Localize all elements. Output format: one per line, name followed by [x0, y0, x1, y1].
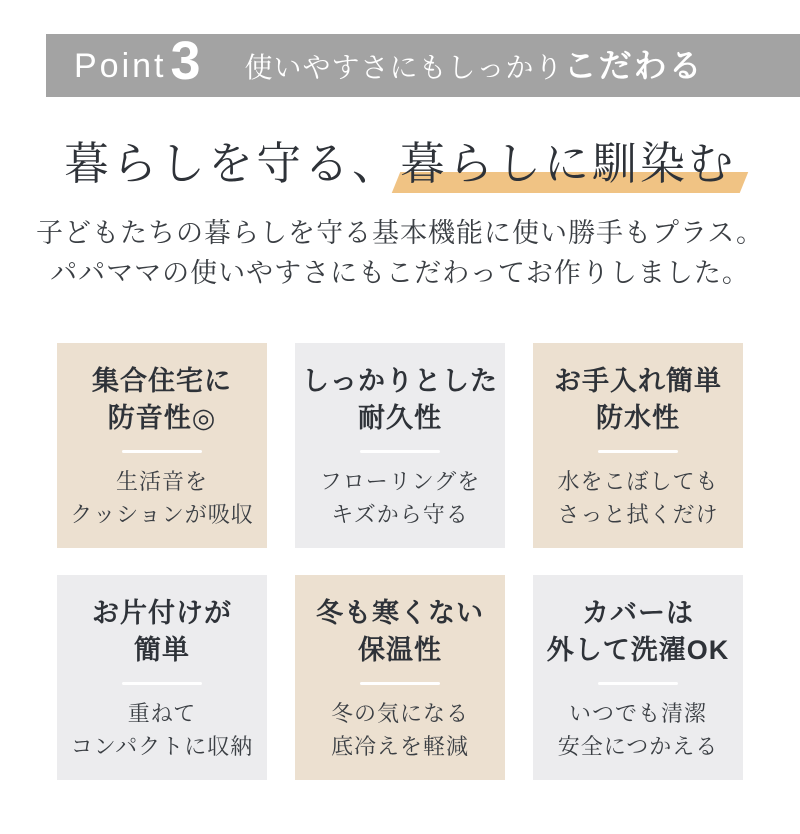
feature-title: 冬も寒くない 保温性	[316, 598, 484, 666]
feature-title: カバーは 外して洗濯OK	[546, 598, 730, 666]
hero-description	[0, 213, 800, 293]
feature-title: 集合住宅に 防音性◎	[92, 366, 232, 434]
feature-card-easy-storage	[57, 575, 267, 780]
header-subtitle-emphasis: こだわる	[563, 47, 704, 84]
hero-title-highlighted: 暮らしに馴染む	[400, 139, 737, 189]
feature-grid	[57, 343, 743, 780]
feature-title: お手入れ簡単 防水性	[554, 366, 722, 434]
hero-description-line2: パパママの使いやすさにもこだわってお作りしました。	[50, 257, 750, 288]
hero-title-plain: 暮らしを守る、	[63, 139, 400, 189]
feature-divider	[360, 682, 440, 685]
feature-body: フローリングを キズから守る	[319, 469, 481, 528]
point-header-bar	[46, 30, 800, 97]
feature-title: しっかりとした 耐久性	[302, 366, 498, 434]
feature-card-waterproof	[533, 343, 743, 548]
point-label: Point	[74, 46, 167, 85]
feature-body: 重ねて コンパクトに収納	[70, 701, 254, 760]
feature-divider	[122, 450, 202, 453]
feature-card-durability	[295, 343, 505, 548]
feature-card-soundproof	[57, 343, 267, 548]
feature-body: 生活音を クッションが吸収	[70, 469, 254, 528]
feature-divider	[598, 682, 678, 685]
feature-card-heat-retention	[295, 575, 505, 780]
feature-divider	[122, 682, 202, 685]
point-number: 3	[170, 30, 201, 91]
header-subtitle	[245, 49, 704, 82]
hero-title	[0, 139, 800, 191]
hero-description-line1: 子どもたちの暮らしを守る基本機能に使い勝手もプラス。	[36, 217, 764, 248]
feature-divider	[360, 450, 440, 453]
feature-card-washable-cover	[533, 575, 743, 780]
feature-body: 冬の気になる 底冷えを軽減	[330, 701, 469, 760]
feature-title: お片付けが 簡単	[92, 598, 232, 666]
feature-body: 水をこぼしても さっと拭くだけ	[557, 469, 719, 528]
feature-body: いつでも清潔 安全につかえる	[557, 701, 719, 760]
feature-divider	[598, 450, 678, 453]
header-subtitle-regular: 使いやすさにもしっかり	[244, 52, 564, 83]
